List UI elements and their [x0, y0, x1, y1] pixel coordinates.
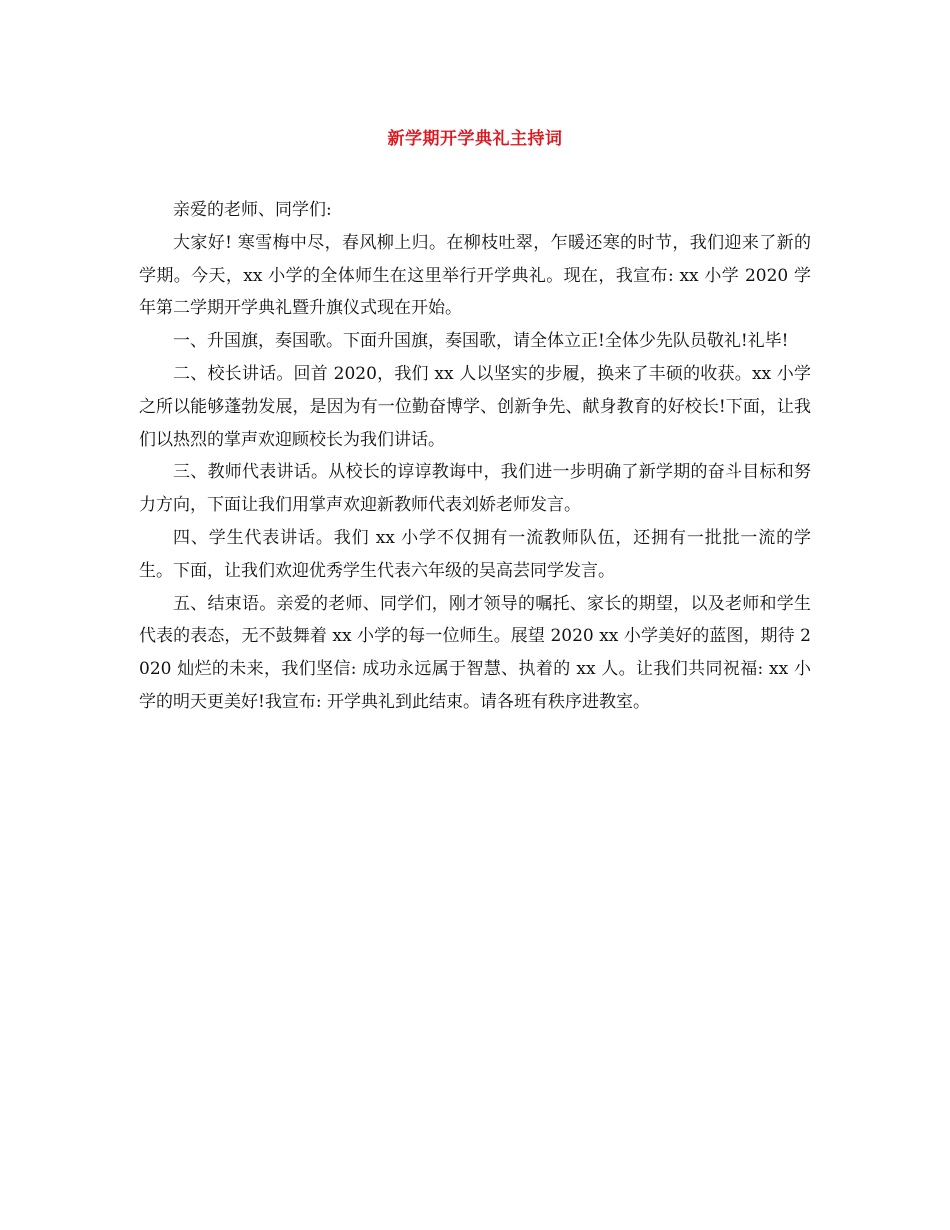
- closing-paragraph: 五、结束语。亲爱的老师、同学们，刚才领导的嘱托、家长的期望，以及老师和学生代表的表态，无不鼓舞着 xx 小学的每一位师生。展望 2020 xx 小学美好的蓝图，期待 2020 灿烂的未来，我们坚信: 成功永远属于智慧、执着的 xx 人。让我们共同祝福: xx 小学的明天更美好!我宣布: 开学典礼到此结束。请各班有秩序进教室。: [139, 593, 811, 712]
- opening-paragraph: 大家好! 寒雪梅中尽，春风柳上归。在柳枝吐翠，乍暖还寒的时节，我们迎来了新的学期。今天，xx 小学的全体师生在这里举行开学典礼。现在，我宣布: xx 小学 2020 学年第二学期开学典礼暨升旗仪式现在开始。: [139, 232, 811, 319]
- document-body: [139, 194, 811, 719]
- teacher-speech-paragraph: 三、教师代表讲话。从校长的谆谆教诲中，我们进一步明确了新学期的奋斗目标和努力方向，下面让我们用掌声欢迎新教师代表刘娇老师发言。: [139, 462, 811, 516]
- document-title: 新学期开学典礼主持词: [387, 129, 563, 149]
- principal-speech-paragraph: 二、校长讲话。回首 2020，我们 xx 人以坚实的步履，换来了丰硕的收获。xx 小学之所以能够蓬勃发展，是因为有一位勤奋博学、创新争先、献身教育的好校长!下面，让我们以热烈的掌声欢迎顾校长为我们讲话。: [139, 363, 811, 450]
- student-speech-paragraph: 四、学生代表讲话。我们 xx 小学不仅拥有一流教师队伍，还拥有一批批一流的学生。下面，让我们欢迎优秀学生代表六年级的吴高芸同学发言。: [139, 527, 811, 581]
- flag-raising-paragraph: 一、升国旗，奏国歌。下面升国旗，奏国歌，请全体立正!全体少先队员敬礼!礼毕!: [173, 331, 789, 352]
- greeting-paragraph: 亲爱的老师、同学们:: [173, 200, 332, 220]
